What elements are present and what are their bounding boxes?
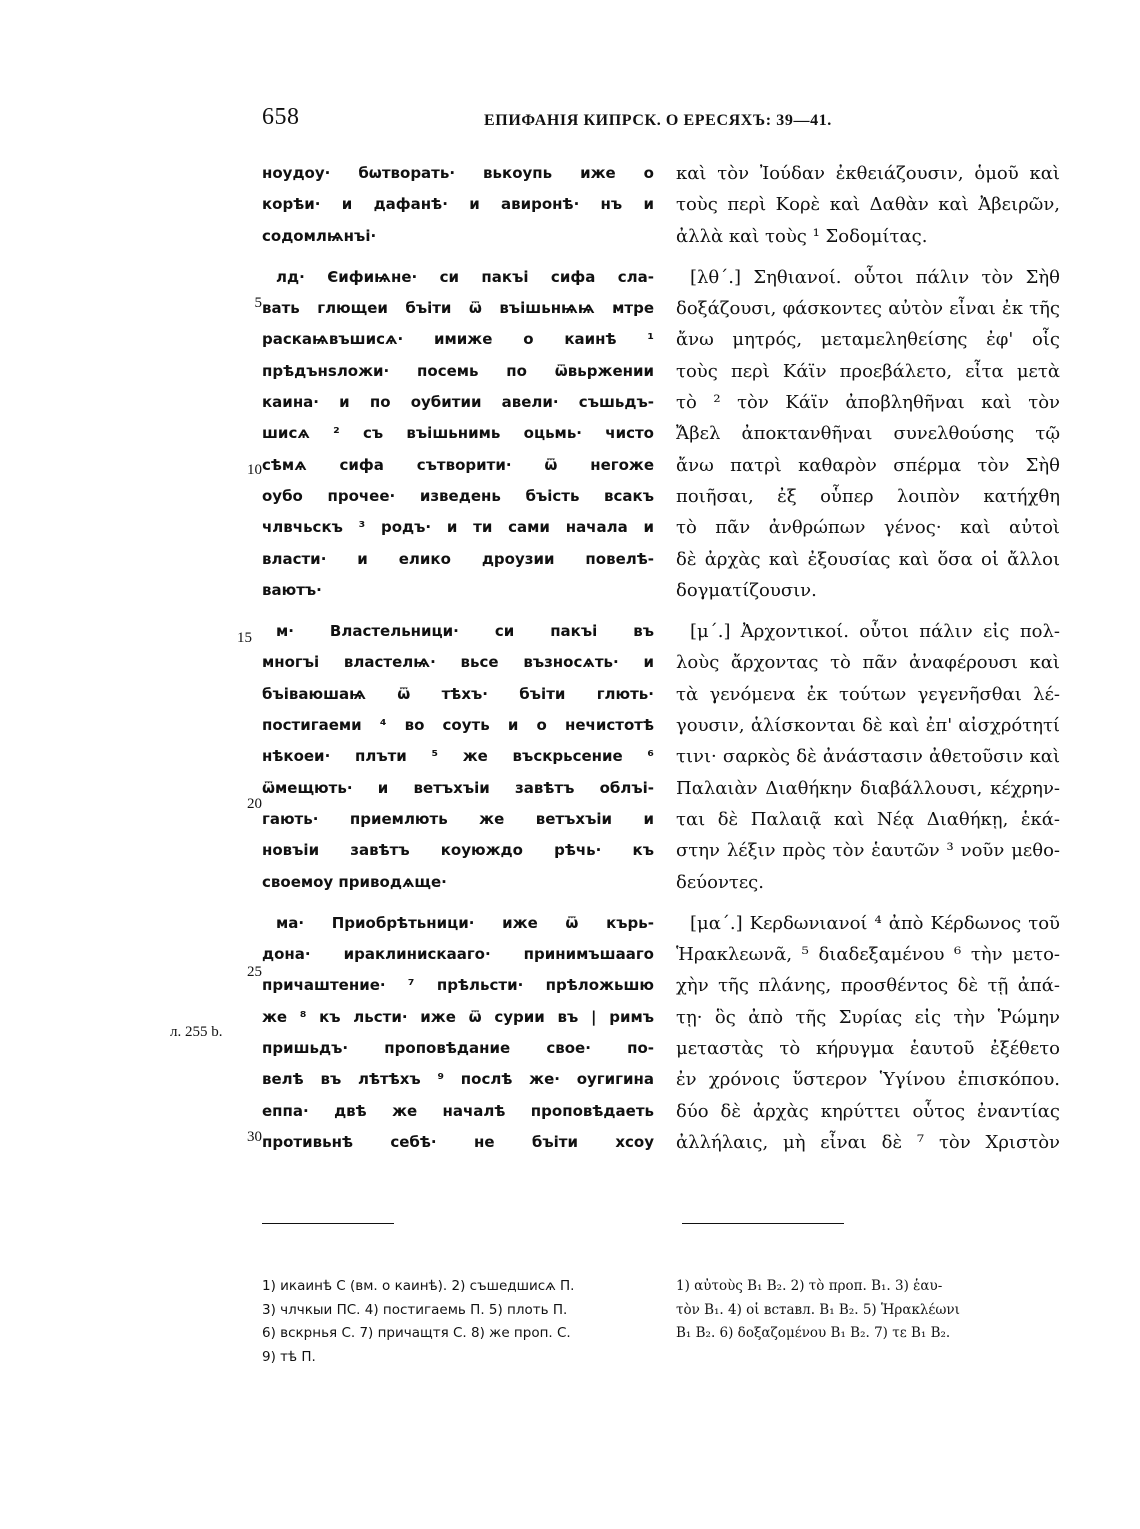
running-head: ЕПИФАНІЯ КИПРСК. О ЕРЕСЯХЪ: 39—41.	[484, 112, 832, 129]
greek-line: [λθ´.] Σηθιανοί. οὗτοι πάλιν τὸν Σὴθ	[690, 266, 1060, 288]
greek-line: λοὺς ἄρχοντας τὸ πᾶν ἀναφέρουσι καὶ	[676, 652, 1060, 674]
line-number-10: 10	[247, 462, 262, 478]
greek-line: Ἄβελ ἀποκτανθῆναι συνελθούσης τῷ	[676, 423, 1060, 445]
slavonic-line: вать глющеи бъіти ѿ въішьнѩѩ мтре	[262, 299, 654, 318]
greek-line: δογματίζουσιν.	[676, 579, 817, 601]
line-number-20: 20	[247, 796, 262, 812]
greek-line: τοὺς περὶ Κάϊν προεβάλετο, εἶτα μετὰ	[676, 360, 1060, 382]
slavonic-line: ноудоу· бѡтворать· вькоупь иже о	[262, 164, 654, 182]
page-number: 658	[262, 104, 300, 130]
greek-line: ἀλλήλαις, μὴ εἶναι δὲ ⁷ τὸν Χριστὸν	[676, 1131, 1060, 1153]
greek-line: ποιῆσαι, ἐξ οὗπερ λοιπὸν κατήχθη	[676, 485, 1060, 507]
greek-line: ται δὲ Παλαιᾷ καὶ Νέᾳ Διαθήκῃ, ἑκά-	[676, 808, 1060, 830]
slavonic-line: прѣдънѕложи· посемь по ѿвьржении	[262, 361, 654, 380]
slavonic-line: члвчьскъ ³ родъ· и ти сами начала и	[262, 518, 654, 537]
slavonic-line: же ⁸ къ льсти· иже ѿ сурии въ | римъ	[262, 1007, 654, 1026]
greek-line: τὸ ² τὸν Κάϊν ἀποβληθῆναι καὶ τὸν	[676, 392, 1060, 414]
line-number-30: 30	[247, 1129, 262, 1145]
greek-line: Ἡρακλεωνᾶ, ⁵ διαδεξαμένου ⁶ τὴν μετο-	[676, 944, 1060, 966]
greek-line: [μ´.] Ἀρχοντικοί. οὗτοι πάλιν εἰς πολ-	[690, 621, 1060, 643]
line-number-25: 25	[247, 964, 262, 980]
slavonic-line: противьнѣ себѣ· не бъіти хсоу	[262, 1132, 654, 1151]
greek-line: χὴν τῆς πλάνης, προσθέντος δὲ τῇ ἀπά-	[676, 975, 1060, 997]
greek-line: [μα´.] Κερδωνιανοί ⁴ ἀπὸ Κέρδωνος τοῦ	[690, 912, 1060, 934]
greek-line: Παλαιὰν Διαθήκην διαβάλλουσι, κέχρην-	[676, 777, 1060, 799]
greek-column	[676, 158, 1060, 1158]
footnote-line: 9) тѣ П.	[262, 1348, 316, 1365]
footnote-rule-right	[682, 1223, 844, 1224]
slavonic-line: гають· приемлють же ветъхъіи и	[262, 809, 654, 828]
margin-note: л. 255 b.	[170, 1024, 223, 1040]
slavonic-line: новъіи завѣтъ коуюждо рѣчь· къ	[262, 841, 654, 860]
greek-line: ἐν χρόνοις ὕστερον Ὑγίνου ἐπισκόπου.	[676, 1069, 1060, 1091]
footnote-line: 1) αὐτοὺς B₁ B₂. 2) τὸ προπ. B₁. 3) ἑαυ-	[676, 1278, 943, 1294]
greek-line: ἀλλὰ καὶ τοὺς ¹ Σοδομίτας.	[676, 225, 928, 247]
slavonic-line: ма· Приобрѣтьници· иже ѿ кърь-	[276, 913, 654, 932]
greek-line: δεύοντες.	[676, 871, 764, 893]
greek-line: δοξάζουσι, φάσκοντες αὐτὸν εἶναι ἐκ τῆς	[676, 298, 1060, 320]
slavonic-line: причаштение· ⁷ прѣльсти· прѣложьшю	[262, 976, 654, 995]
slavonic-line: ваютъ·	[262, 580, 322, 599]
slavonic-line: велѣ въ лѣтѣхъ ⁹ послѣ же· оугигина	[262, 1070, 654, 1089]
slavonic-line: корѣи· и дафанѣ· и авиронѣ· нъ и	[262, 195, 654, 214]
greek-line: τοὺς περὶ Κορὲ καὶ Δαθὰν καὶ Ἀβειρῶν,	[676, 194, 1060, 216]
line-number-15: 15	[237, 630, 252, 646]
slavonic-line: ѿмещють· и ветъхъіи завѣтъ облъі-	[262, 778, 654, 797]
greek-line: τῃ· ὃς ἀπὸ τῆς Συρίας εἰς τὴν Ῥώμην	[676, 1006, 1060, 1028]
slavonic-line: власти· и елико дроузии повелѣ-	[262, 549, 654, 568]
slavonic-line: содомлѩнъі·	[262, 226, 377, 245]
line-number-5: 5	[254, 295, 262, 311]
greek-line: τὸ πᾶν ἀνθρώπων γένος· καὶ αὐτοὶ	[676, 517, 1060, 539]
greek-line: δὲ ἀρχὰς καὶ ἐξουσίας καὶ ὅσα οἱ ἄλλοι	[676, 548, 1060, 570]
footnote-line: 3) члчкыи ПС. 4) постигаемь П. 5) плоть П.	[262, 1301, 568, 1318]
slavonic-line: бъіваюшаѩ ѿ тѣхъ· бъіти глють·	[262, 684, 654, 703]
slavonic-line: дона· ираклинискааго· принимъшааго	[262, 945, 654, 964]
slavonic-line: пришьдъ· проповѣдание свое· по-	[262, 1039, 654, 1058]
slavonic-line: своемоу приводѧще·	[262, 872, 447, 891]
footnote-line: 1) икаинѣ С (вм. о каинѣ). 2) съшедшисѧ П.	[262, 1278, 575, 1294]
greek-line: ἄνω πατρὶ καθαρὸν σπέρμα τὸν Σὴθ	[676, 454, 1060, 476]
footnote-line: 6) вскрнья С. 7) причащтя С. 8) же проп. С.	[262, 1325, 571, 1341]
slavonic-line: каина· и по оубитии авели· съшьдъ-	[262, 393, 654, 412]
slavonic-line: м· Властельници· си пакъі въ	[276, 622, 654, 641]
footnote-line: B₁ B₂. 6) δοξαζομένου B₁ B₂. 7) τε B₁ B₂.	[676, 1325, 951, 1341]
footnote-rule-left	[262, 1223, 394, 1224]
greek-line: καὶ τὸν Ἰούδαν ἐκθειάζουσιν, ὁμοῦ καὶ	[676, 163, 1060, 184]
slavonic-line: нѣкоеи· плъти ⁵ же въскрьсение ⁶	[262, 747, 654, 766]
slavonic-line: оубо прочее· изведень бъість всакъ	[262, 486, 654, 505]
slavonic-column	[262, 158, 654, 1158]
greek-line: τὰ γενόμενα ἐκ τούτων γεγενῆσθαι λέ-	[676, 683, 1060, 705]
greek-line: δύο δὲ ἀρχὰς κηρύττει οὗτος ἐναντίας	[676, 1100, 1060, 1122]
slavonic-line: лд· Єифиѩне· си пакъі сифа сла-	[276, 267, 654, 286]
slavonic-line: еппа· двѣ же началѣ проповѣдаеть	[262, 1101, 654, 1120]
greek-line: στην λέξιν πρὸς τὸν ἑαυτῶν ³ νοῦν μεθο-	[676, 840, 1060, 862]
slavonic-line: постигаеми ⁴ во соуть и о нечистотѣ	[262, 716, 654, 735]
slavonic-line: многъі властелѩ· вьсе възносѧть· и	[262, 653, 654, 672]
slavonic-line: сѣмѧ сифа сътворити· ѿ негоже	[262, 455, 654, 474]
greek-line: ἄνω μητρός, μεταμεληθείσης ἐφ' οἷς	[676, 329, 1060, 351]
greek-line: μεταστὰς τὸ κήρυγμα ἑαυτοῦ ἐξέθετο	[676, 1038, 1060, 1060]
footnotes-greek	[676, 1275, 1060, 1346]
slavonic-line: раскаѩвъшисѧ· имиже о каинѣ ¹	[262, 330, 654, 349]
footnote-line: τὸν B₁. 4) οἱ вставл. B₁ B₂. 5) Ἡρακλέωνι	[676, 1301, 960, 1318]
greek-line: τινι· σαρκὸς δὲ ἀνάστασιν ἀθετοῦσιν καὶ	[676, 746, 1060, 768]
footnotes-slavonic	[262, 1275, 654, 1369]
slavonic-line: шисѧ ² съ въішьнимь оцьмь· чисто	[262, 424, 654, 443]
greek-line: γουσιν, ἁλίσκονται δὲ καὶ ἐπ' αἰσχρότητί	[676, 715, 1060, 737]
